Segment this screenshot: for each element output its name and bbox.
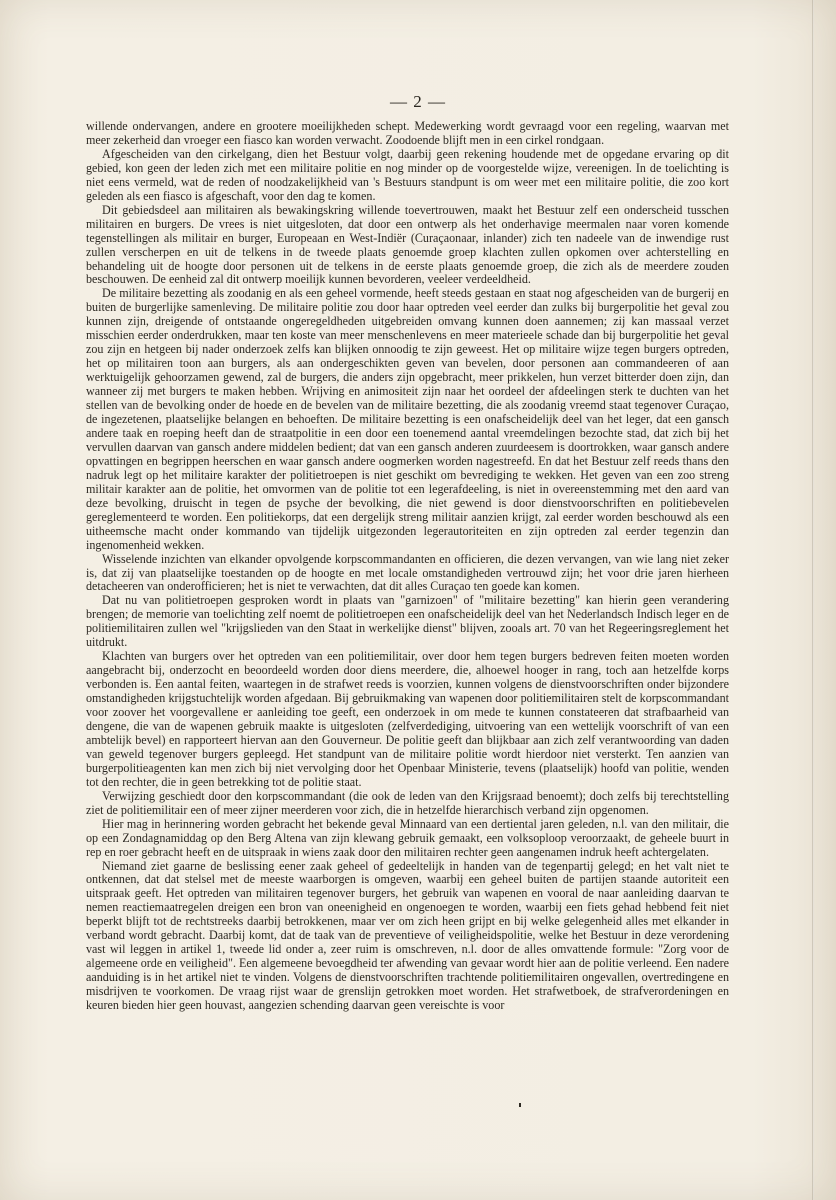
paragraph-7: Klachten van burgers over het optreden van een politiemilitair, over door hem tegen burgers bedreven feiten moeten worden aangebracht bij, onderzocht en beoordeeld worden door diens meerdere, die, alhoewel hooger in rang, toch aan hetzelfde korps verbonden is. Een aantal feiten, waartegen in de strafwet reeds is voorzien, kunnen volgens de dienstvoorschriften onder bijzondere omstandigheden krijgstuchtelijk worden afgedaan. Bij gebruikmaking van wapenen door politiemilitairen stelt de korpscommandant voor zoover het voorgevallene er aanleiding toe geeft, een onderzoek in om mede te kunnen constateeren dat strafbaarheid van dengene, die van de wapenen gebruik maakte is uitgesloten (zelfverdediging, uitvoering van een wettelijk voorschrift of van een ambtelijk bevel) en rapporteert hiervan aan den Gouverneur. De politie geeft dan blijkbaar aan zich zelf verantwoording van daden van geweld tegenover burgers gepleegd. Het standpunt van de militaire politie wordt hierdoor niet versterkt. Ten aanzien van burgerpolitieagenten kan men zich bij niet vervolging door het Openbaar Ministerie, tevens (plaatselijk) hoofd van politie, wenden tot den rechter, die in geen betrekking tot de politie staat. — [86, 649, 729, 789]
page-fold-edge — [812, 0, 814, 1200]
paragraph-3: Dit gebiedsdeel aan militairen als bewakingskring willende toevertrouwen, maakt het Bestuur zelf een onderscheid tusschen militairen en burgers. De vrees is niet uitgesloten, dat door een ontwerp als het onderhavige meermalen naar voren komende tegenstellingen als militair en burger, Europeaan en West-Indiër (Curaçaonaar, inlander) zich ten nadeele van de inwendige rust zullen verscherpen en uit de telkens in de tweede plaats genoemde groep klachten zullen opkomen over achterstelling en behandeling uit de hoogte door personen uit de telkens in de eerste plaats genoemde groep, die zich als de meerdere zouden beschouwen. De eenheid zal dit ontwerp moeilijk kunnen bevorderen, veeleer verdeeldheid. — [86, 202, 729, 287]
paragraph-4: De militaire bezetting als zoodanig en als een geheel vormende, heeft steeds gestaan en staat nog afgescheiden van de burgerij en buiten de burgerlijke samenleving. De militaire politie zou door haar optreden veel eerder dan zulks bij burgerpolitie het geval zou kunnen zijn, dreigende of ontstaande ongeregeldheden uitgebreiden omvang kunnen doen aannemen; zij kan massaal verzet misschien eerder onderdrukken, maar ten koste van meer menschenlevens en meer materieele schade dan bij burgerpolitie het geval zou zijn en hetgeen bij nader onderzoek zelfs kan blijken onnoodig te zijn geweest. Het op militaire wijze tegen burgers optreden, het op militairen toon aan burgers, als aan ondergeschikten geven van bevelen, door personen aan commandeeren of aan werktuigelijk gehoorzamen gewend, zal de burgers, die anders zijn opgebracht, meer prikkelen, hun verzet bitterder doen zijn, dan wanneer zij met burgers te maken hebben. Wrijving en animositeit zijn naar het oordeel der afdeelingen sterk te duchten van het stellen van de bevolking onder de hoede en de bevelen van de militaire bezetting, die als zoodanig vreemd staat tegenover Curaçao, de ingezetenen, plaatselijke belangen en behoeften. De militaire bezetting is een onafscheidelijk deel van het leger, dat een gansch andere taak en roeping heeft dan de straatpolitie in een door een toenemend aantal vreemdelingen bezochte stad, dat zich bij het vervullen daarvan van gansch andere middelen bedient; dat van een gansch anderen zuurdeesem is doortrokken, waar gansch andere opvattingen en begrippen heerschen en waar gansch andere oogmerken worden nagestreefd. En dat het Bestuur zelf reeds thans den nadruk legt op het militaire karakter der politietroepen is niet geschikt om bevrediging te wekken. Het geven van een zoo streng militair karakter aan de politie, het omvormen van de politie tot een legerafdeeling, is niet in overeenstemming met den aard van deze bevolking, druischt in tegen de psyche der bevolking, die niet gewend is door dienstvoorschriften en politiebevelen gereglementeerd te worden. Een politiekorps, dat een dergelijk streng militair aanzien krijgt, zal eerder worden beschouwd als een uitheemsche macht onder kommando van tijdelijk uitgezonden legerautoriteiten en zijn optreden zal eerder tegenzin dan ingenomenheid wekken. — [86, 286, 729, 552]
body-text — [86, 120, 729, 1013]
paragraph-9: Hier mag in herinnering worden gebracht het bekende geval Minnaard van een dertiental jaren geleden, n.l. van den militair, die op een Zondagnamiddag op den Berg Altena van zijn klewang gebruik gemaakt, een volksoploop veroorzaakt, de geheele buurt in rep en roer gebracht heeft en de uitspraak in wiens zaak door den militairen rechter geen aangenamen indruk heeft achtergelaten. — [86, 816, 729, 859]
paragraph-2: Afgescheiden van den cirkelgang, dien het Bestuur volgt, daarbij geen rekening houdende met de opgedane ervaring op dit gebied, kon geen der leden zich met een militaire politie en nog minder op de voorgestelde wijze, vereenigen. In de toelichting is niet eens vermeld, wat de reden of noodzakelijkheid van 's Bestuurs standpunt is om weer met een militaire politie, die zoo kort geleden als een fiasco is afgeschaft, voor den dag te komen. — [86, 146, 729, 203]
paragraph-6: Dat nu van politietroepen gesproken wordt in plaats van "garnizoen" of "militaire bezetting" kan hierin geen verandering brengen; de memorie van toelichting zelf noemt de politietroepen een onafscheidelijk deel van het Nederlandsch Indisch leger en de politiemilitairen zullen wel "krijgslieden van den Staat in werkelijke dienst" blijven, zooals art. 70 van het Regeeringsreglement het uitdrukt. — [86, 593, 729, 650]
paragraph-10: Niemand ziet gaarne de beslissing eener zaak geheel of gedeeltelijk in handen van de tegenpartij gelegd; en het valt niet te ontkennen, dat dat stelsel met de meeste waarborgen is omgeven, waarbij een geheel buiten de partijen staande autoriteit een uitspraak geeft. Het optreden van militairen tegenover burgers, het gebruik van wapenen en vooral de naar aanleiding daarvan te nemen reactiemaatregelen dreigen een bron van oneenigheid en ongenoegen te worden, waarbij een fiets gehad hebbend feit niet beperkt blijft tot de rechtstreeks daarbij betrokkenen, maar ver om zich heen grijpt en bij welke gelegenheid alles met elkander in verband wordt gebracht. Daarbij komt, dat de taak van de preventieve of veiligheidspolitie, welke het Bestuur in deze verordening vast wil leggen in artikel 1, tweede lid onder a, zeer ruim is omschreven, n.l. door de alles omvattende formule: "Zorg voor de algemeene orde en veiligheid". Een algemeene bevoegdheid ter afwending van gevaar wordt hier aan de politie verleend. Een nadere aanduiding is in het artikel niet te vinden. Volgens de dienstvoorschriften trachtende politiemilitairen ongevallen, overtredingene en misdrijven te voorkomen. De vraag rijst waar de grenslijn getrokken moet worden. Het strafwetboek, de strafverordeningen en keuren bieden hier geen houvast, aangezien schending daarvan geen vereischte is voor — [86, 858, 729, 1013]
ink-speck — [519, 1103, 521, 1107]
paragraph-5: Wisselende inzichten van elkander opvolgende korpscommandanten en officieren, die dezen vervangen, van wie lang niet zeker is, dat zij van plaatselijke toestanden op de hoogte en met locale omstandigheden vertrouwd zijn; het voor drie jaren hierheen detacheeren van onderofficieren; het is niet te verwachten, dat dit alles Curaçao ten goede kan komen. — [86, 551, 729, 594]
paragraph-1: willende ondervangen, andere en grootere moeilijkheden schept. Medewerking wordt gevraagd voor een regeling, waarvan met meer zekerheid dan vroeger een fiasco kan worden verwacht. Zoodoende blijft men in een cirkel rondgaan. — [86, 119, 729, 147]
paragraph-8: Verwijzing geschiedt door den korpscommandant (die ook de leden van den Krijgsraad benoemt); doch zelfs bij terechtstelling ziet de politiemilitair een of meer zijner meerderen voor zich, die in hetzelfde hierarchisch verband zijn opgenomen. — [86, 788, 729, 817]
page-number: — 2 — — [390, 92, 446, 111]
